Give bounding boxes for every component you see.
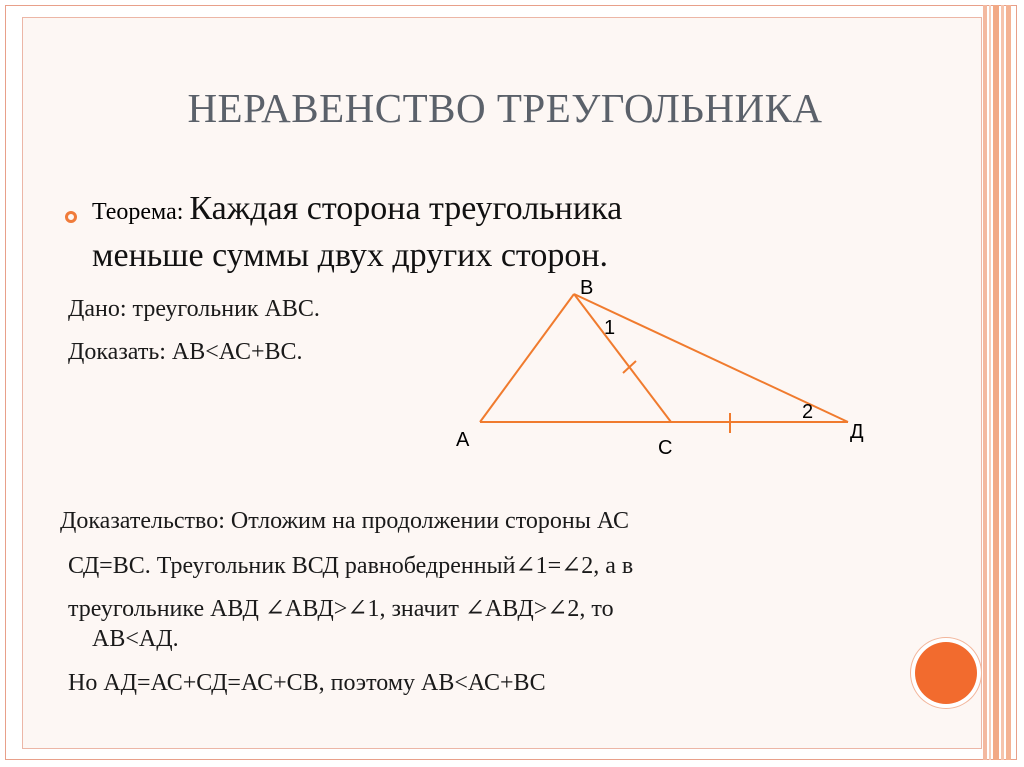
angle-label-2: 2 [802, 401, 814, 423]
decorative-stripe [1006, 5, 1011, 760]
proof-line-2: СД=ВС. Треугольник ВСД равнобедренный∠1=∠2, а в [68, 553, 634, 579]
angle-label-1: 1 [604, 317, 616, 339]
decorative-stripe [993, 5, 999, 760]
vertex-label-d: Д [850, 421, 864, 443]
given-text: Дано: треугольник АВС. [68, 296, 320, 322]
line-ab [480, 294, 574, 422]
line-bc [574, 294, 671, 422]
decorative-stripe [1001, 5, 1004, 760]
bullet-icon [65, 211, 77, 223]
vertex-label-b: В [580, 277, 594, 299]
triangle-diagram [440, 270, 880, 470]
proof-line-3: треугольнике АВД ∠АВД>∠1, значит ∠АВД>∠2, то [68, 596, 614, 622]
slide-title: НЕРАВЕНСТВО ТРЕУГОЛЬНИКА [187, 85, 823, 131]
proof-line-5: Но АД=АС+СД=АС+СВ, поэтому АВ<АС+ВС [68, 670, 546, 696]
decorative-circle [915, 642, 977, 704]
proof-line-4: АВ<АД. [92, 626, 179, 652]
theorem-text-line1: Каждая сторона треугольника [189, 190, 623, 227]
decorative-stripe [989, 5, 991, 760]
theorem-text-line2: меньше суммы двух других сторон. [92, 237, 609, 274]
vertex-label-c: С [658, 437, 673, 459]
proof-line-1: Доказательство: Отложим на продолжении стороны АС [60, 508, 629, 534]
vertex-label-a: А [456, 429, 470, 451]
prove-text: Доказать: АВ<АС+ВС. [68, 339, 303, 365]
theorem-label: Теорема: [92, 199, 190, 225]
theorem-statement [92, 190, 912, 228]
decorative-stripe [983, 5, 987, 760]
